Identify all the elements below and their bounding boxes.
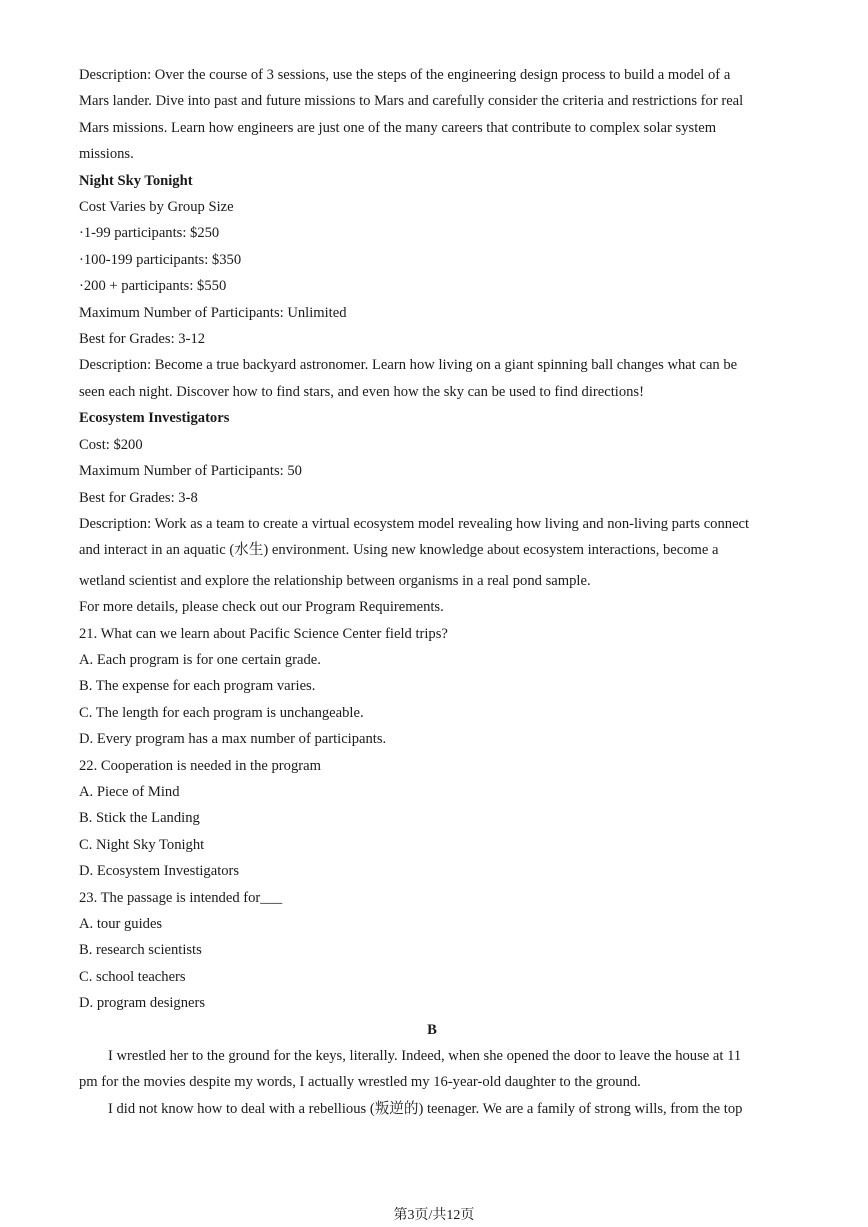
ecosystem-title: Ecosystem Investigators bbox=[79, 410, 230, 427]
question-23-option-b: B. research scientists bbox=[79, 942, 202, 959]
page-indicator: 第3页/共12页 bbox=[393, 1208, 475, 1223]
question-23-option-c: C. school teachers bbox=[79, 968, 186, 985]
section-b-paragraph-1-line-1: I wrestled her to the ground for the keys, literally. Indeed, when she opened the door to leave the house at 11 bbox=[108, 1048, 742, 1065]
ecosystem-description-line-2: and interact in an aquatic (水生) environment. Using new knowledge about ecosystem interactions, become a bbox=[79, 542, 719, 559]
section-b-paragraph-2-line-1: I did not know how to deal with a rebellious (叛逆的) teenager. We are a family of strong wills, from the top bbox=[108, 1100, 743, 1117]
question-22-option-a: A. Piece of Mind bbox=[79, 783, 180, 800]
question-21-option-b: B. The expense for each program varies. bbox=[79, 678, 316, 695]
mars-description-line-1: Description: Over the course of 3 sessions, use the steps of the engineering design process to build a model of a bbox=[79, 67, 731, 83]
question-21-option-c: C. The length for each program is unchangeable. bbox=[79, 704, 364, 721]
question-21-stem: 21. What can we learn about Pacific Science Center field trips? bbox=[79, 625, 448, 642]
ecosystem-grades: Best for Grades: 3-8 bbox=[79, 489, 198, 506]
section-b-paragraph-1-line-2: pm for the movies despite my words, I actually wrestled my 16-year-old daughter to the ground. bbox=[79, 1074, 641, 1091]
question-23-option-a: A. tour guides bbox=[79, 916, 163, 932]
ecosystem-description-line-3: wetland scientist and explore the relationship between organisms in a real pond sample. bbox=[79, 572, 591, 589]
night-sky-grades: Best for Grades: 3-12 bbox=[79, 331, 206, 348]
mars-description-line-3: Mars missions. Learn how engineers are just one of the many careers that contribute to complex solar system bbox=[79, 119, 717, 136]
ecosystem-description-line-1: Description: Work as a team to create a virtual ecosystem model revealing how living and non-living parts connect bbox=[79, 515, 750, 532]
night-sky-cost-label: Cost Varies by Group Size bbox=[79, 199, 234, 216]
ecosystem-max-participants: Maximum Number of Participants: 50 bbox=[79, 463, 302, 480]
night-sky-tier-2: ·100-199 participants: $350 bbox=[79, 251, 242, 268]
night-sky-max-participants: Maximum Number of Participants: Unlimited bbox=[79, 304, 347, 321]
more-details-note: For more details, please check out our Program Requirements. bbox=[79, 599, 444, 616]
section-b-heading: B bbox=[427, 1021, 437, 1038]
page-footer bbox=[0, 1206, 868, 1226]
question-22-option-c: C. Night Sky Tonight bbox=[79, 836, 205, 853]
question-23-option-d: D. program designers bbox=[79, 995, 206, 1012]
mars-description-line-2: Mars lander. Dive into past and future missions to Mars and carefully consider the criteria and restrictions for real bbox=[79, 93, 744, 110]
night-sky-tier-1: ·1-99 participants: $250 bbox=[79, 225, 220, 242]
night-sky-description-line-1: Description: Become a true backyard astronomer. Learn how living on a giant spinning ball changes what can be bbox=[79, 357, 738, 374]
night-sky-tier-3: ·200 + participants: $550 bbox=[79, 278, 227, 295]
night-sky-description-line-2: seen each night. Discover how to find stars, and even how the sky can be used to find directions! bbox=[79, 383, 644, 400]
question-22-option-b: B. Stick the Landing bbox=[79, 810, 200, 827]
mars-description-line-4: missions. bbox=[79, 146, 134, 163]
question-22-option-d: D. Ecosystem Investigators bbox=[79, 863, 240, 880]
question-21-option-d: D. Every program has a max number of participants. bbox=[79, 731, 387, 748]
question-21-option-a: A. Each program is for one certain grade. bbox=[79, 651, 321, 668]
ecosystem-cost: Cost: $200 bbox=[79, 436, 143, 453]
question-23-stem: 23. The passage is intended for___ bbox=[79, 889, 283, 906]
question-22-stem: 22. Cooperation is needed in the program bbox=[79, 757, 321, 774]
document-page bbox=[79, 62, 785, 1122]
night-sky-title: Night Sky Tonight bbox=[79, 172, 193, 189]
